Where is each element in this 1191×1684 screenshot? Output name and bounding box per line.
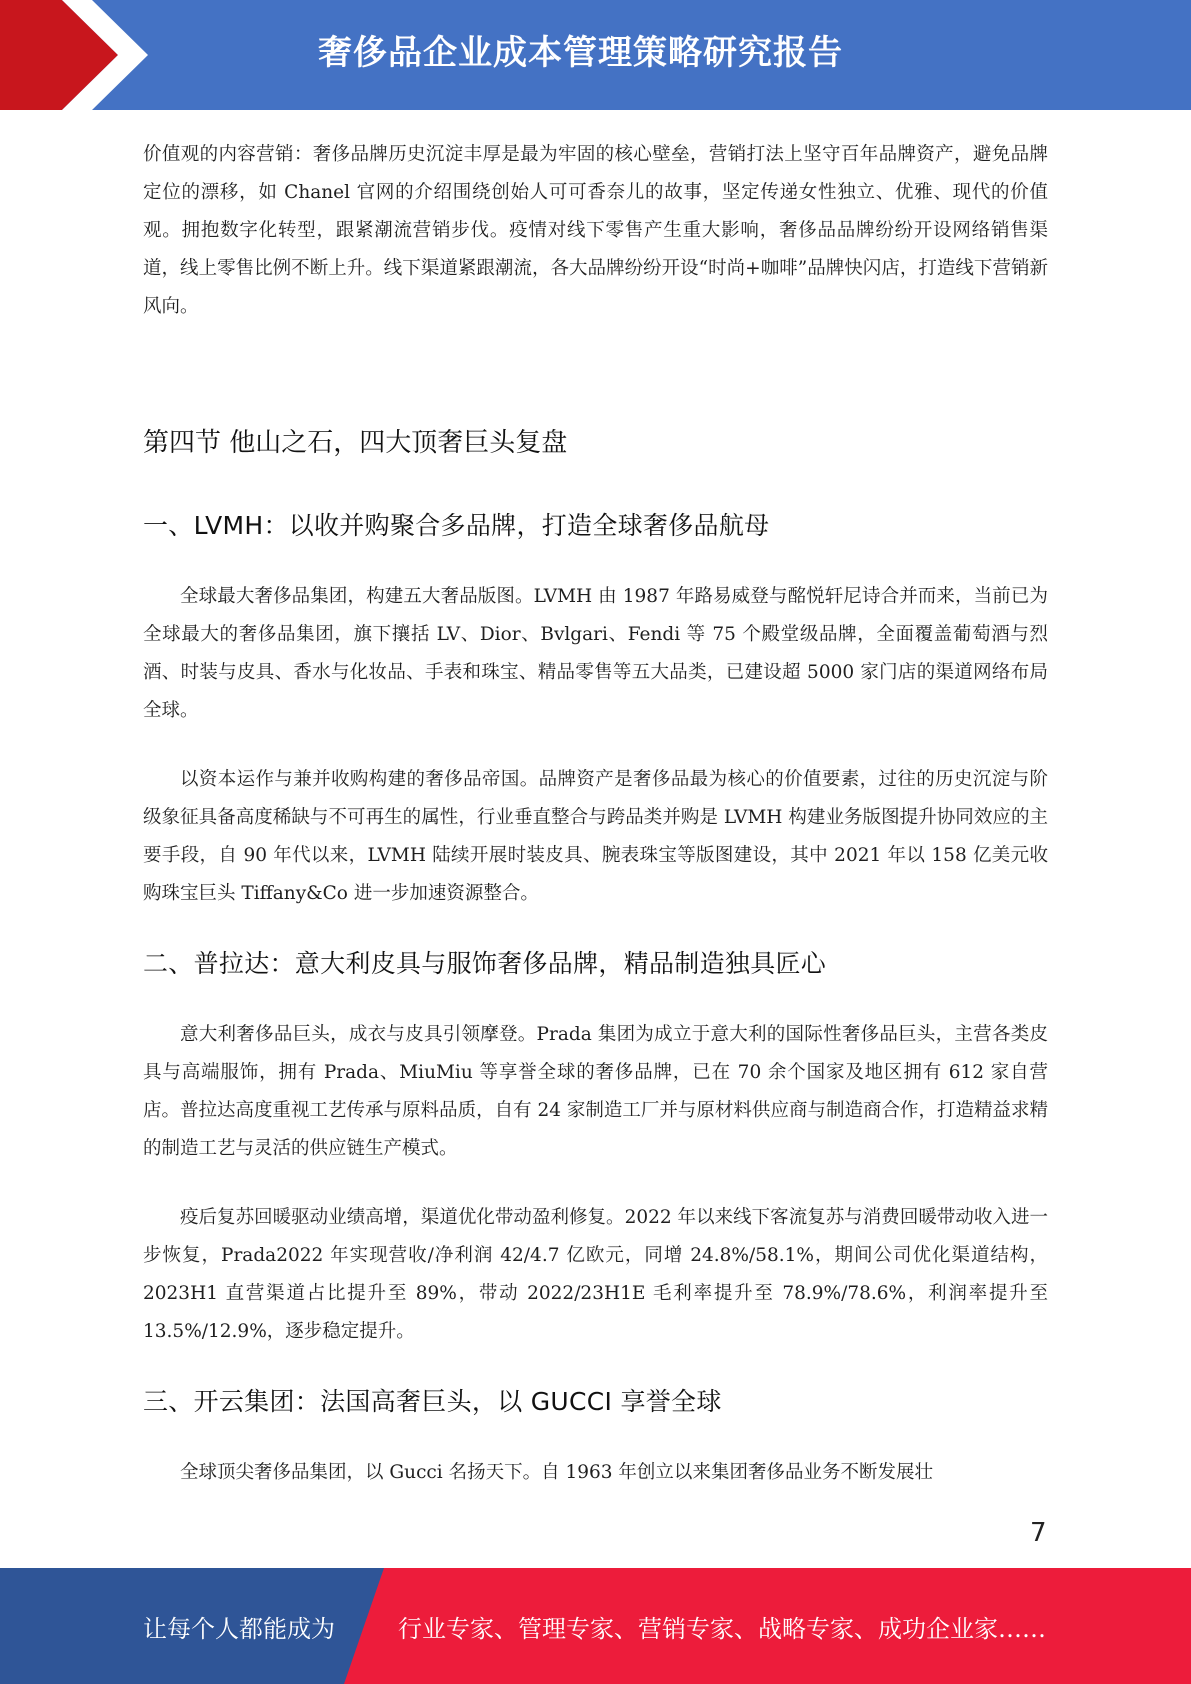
prada-paragraph-2: 疫后复苏回暖驱动业绩高增，渠道优化带动盈利修复。2022 年以来线下客流复苏与消费回暖带动收入进一步恢复，Prada2022 年实现营收/净利润 42/4.7 亿欧元，同增 24.8%/58.1%，期间公司优化渠道结构，2023H1 直营渠道占比提升至 89%，带动 2022/23H1E 毛利率提升至 78.9%/78.6%，利润率提升至 13.5%/12.9%，逐步稳定提升。 (143, 1207, 1048, 1342)
heading-prada: 二、普拉达：意大利皮具与服饰奢侈品牌，精品制造独具匠心 (143, 949, 827, 978)
heading-lvmh: 一、LVMH：以收并购聚合多品牌，打造全球奢侈品航母 (143, 511, 770, 540)
header-banner (0, 0, 1191, 110)
footer-banner (0, 1568, 1191, 1684)
prada-paragraph-1: 意大利奢侈品巨头，成衣与皮具引领摩登。Prada 集团为成立于意大利的国际性奢侈品巨头，主营各类皮具与高端服饰，拥有 Prada、MiuMiu 等享誉全球的奢侈品牌，已在 70 余个国家及地区拥有 612 家自营店。普拉达高度重视工艺传承与原料品质，自有 24 家制造工厂并与原材料供应商与制造商合作，打造精益求精的制造工艺与灵活的供应链生产模式。 (143, 1024, 1048, 1159)
kering-paragraph-1: 全球顶尖奢侈品集团，以 Gucci 名扬天下。自 1963 年创立以来集团奢侈品业务不断发展壮 (180, 1462, 933, 1483)
intro-paragraph: 价值观的内容营销：奢侈品牌历史沉淀丰厚是最为牢固的核心壁垒，营销打法上坚守百年品牌资产，避免品牌定位的漂移，如 Chanel 官网的介绍围绕创始人可可香奈儿的故事，坚定传递女性独立、优雅、现代的价值观。拥抱数字化转型，跟紧潮流营销步伐。疫情对线下零售产生重大影响，奢侈品品牌纷纷开设网络销售渠道，线上零售比例不断上升。线下渠道紧跟潮流，各大品牌纷纷开设“时尚+咖啡”品牌快闪店，打造线下营销新风向。 (143, 144, 1048, 317)
section-title: 第四节 他山之石，四大顶奢巨头复盘 (143, 428, 568, 458)
page-number: 7 (1030, 1518, 1047, 1548)
footer-slogan-right: 行业专家、管理专家、营销专家、战略专家、成功企业家…… (398, 1615, 1046, 1643)
lvmh-paragraph-2: 以资本运作与兼并收购构建的奢侈品帝国。品牌资产是奢侈品最为核心的价值要素，过往的历史沉淀与阶级象征具备高度稀缺与不可再生的属性，行业垂直整合与跨品类并购是 LVMH 构建业务版图提升协同效应的主要手段，自 90 年代以来，LVMH 陆续开展时装皮具、腕表珠宝等版图建设，其中 2021 年以 158 亿美元收购珠宝巨头 Tiffany&Co 进一步加速资源整合。 (143, 769, 1048, 904)
header-arrow-decoration (0, 0, 160, 110)
lvmh-paragraph-1: 全球最大奢侈品集团，构建五大奢品版图。LVMH 由 1987 年路易威登与酩悦轩尼诗合并而来，当前已为全球最大的奢侈品集团，旗下攘括 LV、Dior、Bvlgari、Fendi 等 75 个殿堂级品牌，全面覆盖葡萄酒与烈酒、时装与皮具、香水与化妆品、手表和珠宝、精品零售等五大品类，已建设超 5000 家门店的渠道网络布局全球。 (143, 586, 1048, 721)
footer-slogan-left: 让每个人都能成为 (143, 1615, 335, 1643)
heading-kering: 三、开云集团：法国高奢巨头，以 GUCCI 享誉全球 (143, 1387, 722, 1416)
report-title: 奢侈品企业成本管理策略研究报告 (318, 33, 843, 73)
